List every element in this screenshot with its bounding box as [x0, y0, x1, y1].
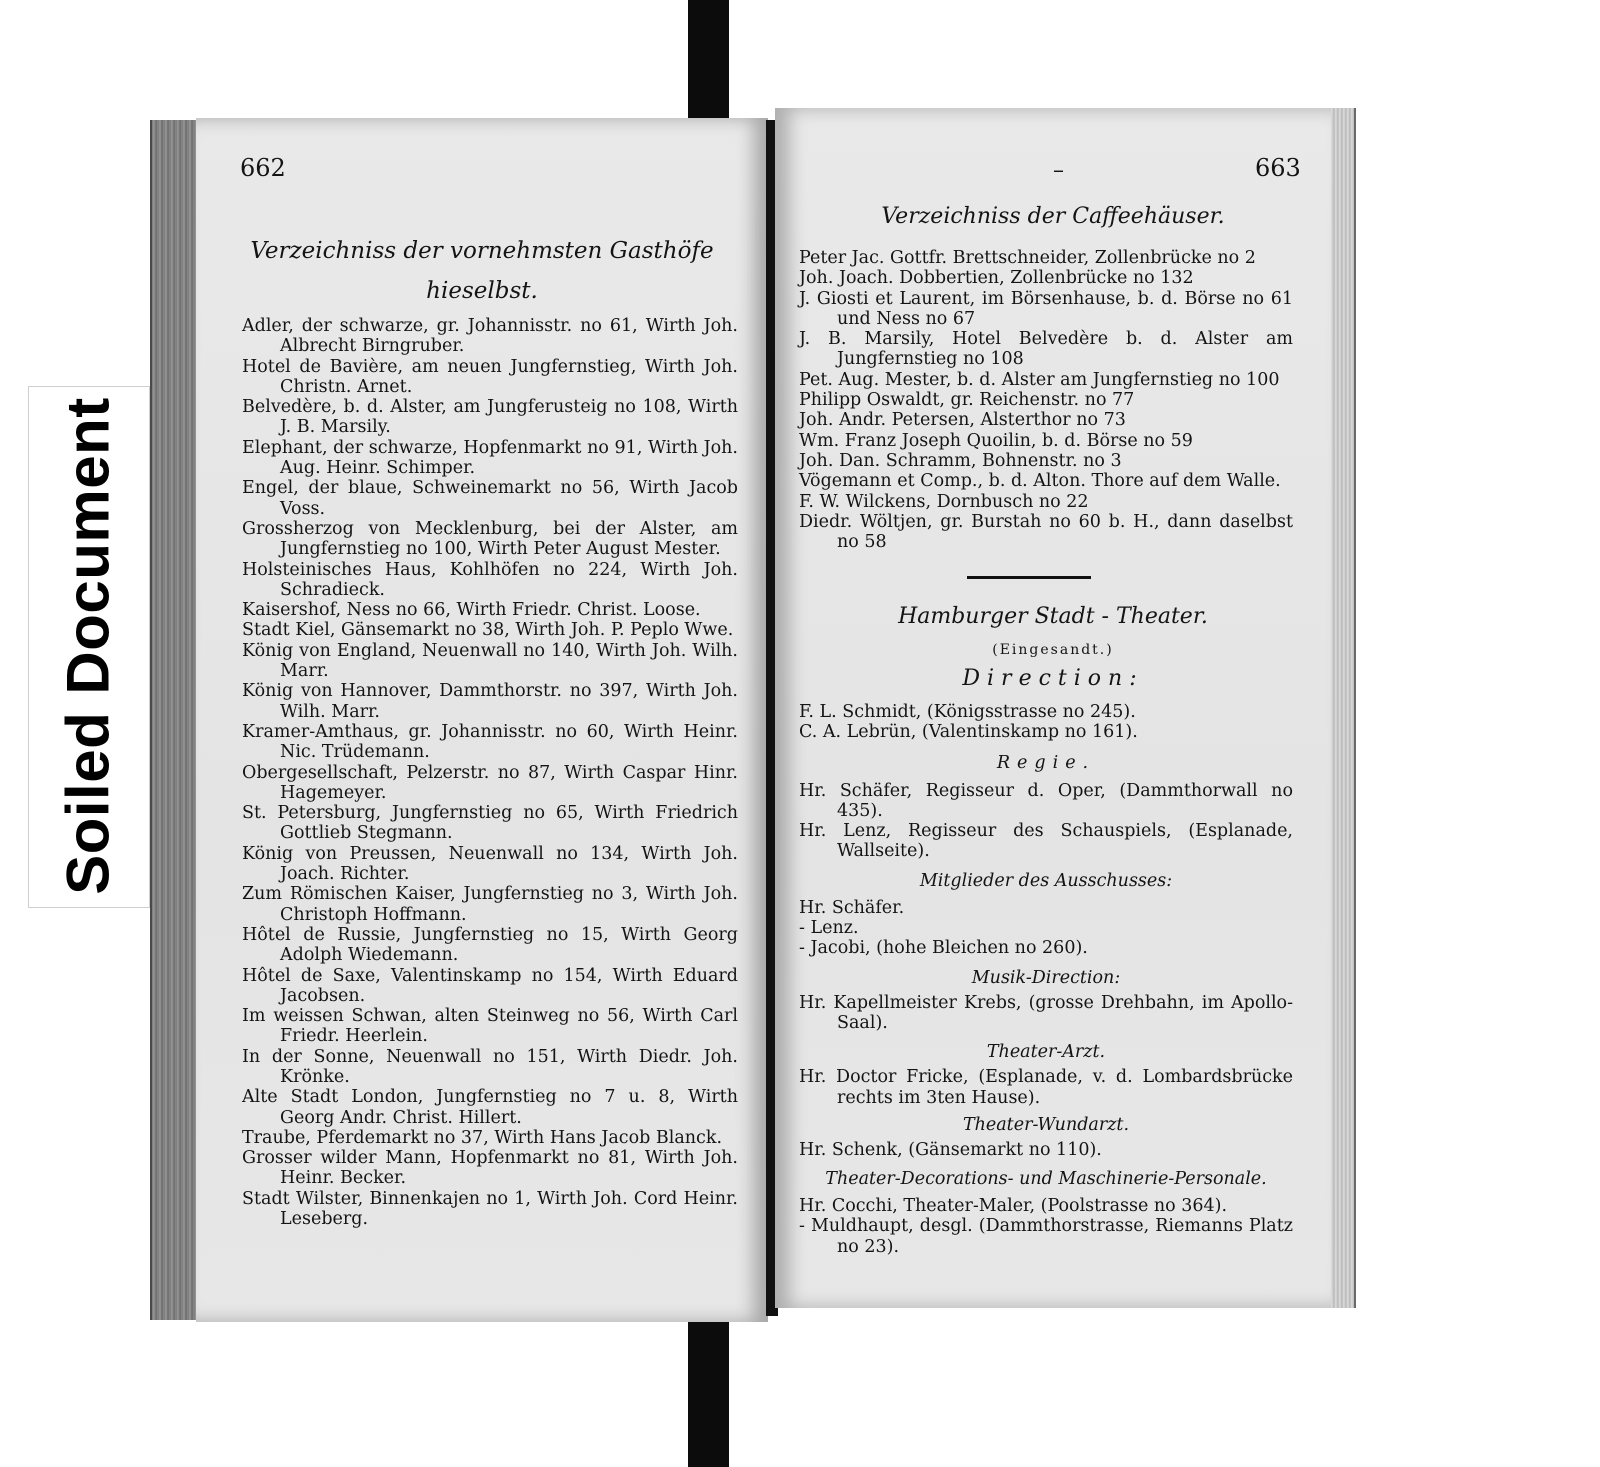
inn-entry: Engel, der blaue, Schweinemarkt no 56, Wirth Jacob Voss.	[242, 478, 738, 519]
ausschuss-entry: - Lenz.	[799, 918, 859, 939]
inn-entry: Grosser wilder Mann, Hopfenmarkt no 81, Wirth Joh. Heinr. Becker.	[242, 1148, 738, 1189]
right-page-number: 663	[1255, 154, 1301, 182]
inn-entry: Holsteinisches Haus, Kohlhöfen no 224, Wirth Joh. Schradieck.	[242, 559, 738, 600]
cafe-entry: Pet. Aug. Mester, b. d. Alster am Jungfernstieg no 100	[799, 369, 1280, 390]
cafe-entry: Wm. Franz Joseph Quoilin, b. d. Börse no 59	[799, 430, 1193, 451]
direction-heading: Direction:	[962, 666, 1144, 691]
inn-entry: St. Petersburg, Jungfernstieg no 65, Wirth Friedrich Gottlieb Stegmann.	[242, 803, 738, 844]
arzt-entry: Hr. Doctor Fricke, (Esplanade, v. d. Lombardsbrücke rechts im 3ten Hause).	[799, 1067, 1293, 1108]
ausschuss-entry: Hr. Schäfer.	[799, 897, 905, 918]
inn-entry: Alte Stadt London, Jungfernstieg no 7 u. 8, Wirth Georg Andr. Christ. Hillert.	[242, 1087, 738, 1128]
inn-entry: Hôtel de Russie, Jungfernstieg no 15, Wirth Georg Adolph Wiedemann.	[242, 924, 738, 966]
director-entry: F. L. Schmidt, (Königsstrasse no 245).	[799, 702, 1136, 722]
regie-heading: Regie.	[996, 752, 1096, 773]
inn-entry: In der Sonne, Neuenwall no 151, Wirth Diedr. Joh. Krönke.	[242, 1046, 738, 1087]
cafe-entry: Joh. Andr. Petersen, Alsterthor no 73	[799, 410, 1126, 431]
eingesandt-note: (Eingesandt.)	[992, 642, 1114, 658]
left-page-number: 662	[240, 154, 286, 182]
decor-entry: Hr. Cocchi, Theater-Maler, (Poolstrasse no 364).	[799, 1196, 1228, 1217]
inn-entry: Grossherzog von Mecklenburg, bei der Alster, am Jungfernstieg no 100, Wirth Peter August Mester.	[242, 518, 738, 560]
theater-personnel-list	[799, 702, 1293, 1257]
binding-strap-bottom	[688, 1300, 729, 1467]
inn-entry: König von Preussen, Neuenwall no 134, Wirth Joh. Joach. Richter.	[242, 843, 738, 885]
cafe-entry: Peter Jac. Gottfr. Brettschneider, Zollenbrücke no 2	[799, 248, 1256, 268]
inn-entry: Stadt Kiel, Gänsemarkt no 38, Wirth Joh. P. Peplo Wwe.	[242, 620, 734, 641]
cafe-entry: J. B. Marsily, Hotel Belvedère b. d. Alster am Jungfernstieg no 108	[799, 329, 1293, 370]
cafe-entry: Philipp Oswaldt, gr. Reichenstr. no 77	[799, 390, 1135, 411]
regie-entry: Hr. Lenz, Regisseur des Schauspiels, (Esplanade, Wallseite).	[799, 821, 1293, 862]
ausschuss-entry: - Jacobi, (hohe Bleichen no 260).	[799, 938, 1088, 959]
inn-entry: Hôtel de Saxe, Valentinskamp no 154, Wirth Eduard Jacobsen.	[242, 965, 738, 1006]
cafe-list-title: Verzeichniss der Caffeehäuser.	[881, 204, 1225, 229]
binding-strap-top	[688, 0, 729, 130]
wundarzt-entry: Hr. Schenk, (Gänsemarkt no 110).	[799, 1139, 1102, 1160]
section-divider	[967, 576, 1091, 579]
cafe-entry: Diedr. Wöltjen, gr. Burstah no 60 b. H., dann daselbst no 58	[799, 511, 1293, 553]
cafe-entry: Vögemann et Comp., b. d. Alton. Thore auf dem Walle.	[799, 471, 1281, 492]
watermark-text: Soiled Document	[54, 397, 122, 895]
inn-entry: Kaisershof, Ness no 66, Wirth Friedr. Christ. Loose.	[242, 600, 701, 621]
musik-entry: Hr. Kapellmeister Krebs, (grosse Drehbahn, im Apollo-Saal).	[799, 992, 1293, 1033]
ausschuss-heading: Mitglieder des Ausschusses:	[919, 870, 1173, 891]
inn-entry: König von Hannover, Dammthorstr. no 397, Wirth Joh. Wilh. Marr.	[242, 681, 738, 722]
cafe-entry: Joh. Joach. Dobbertien, Zollenbrücke no 132	[799, 268, 1194, 289]
right-page	[775, 108, 1331, 1308]
left-page-title: Verzeichniss der vornehmsten Gasthöfe	[250, 238, 714, 264]
left-page	[196, 118, 768, 1322]
decor-entry: - Muldhaupt, desgl. (Dammthorstrasse, Riemanns Platz no 23).	[799, 1216, 1293, 1257]
inn-entry: Stadt Wilster, Binnenkajen no 1, Wirth Joh. Cord Heinr. Leseberg.	[242, 1188, 738, 1230]
inn-entry: Hotel de Bavière, am neuen Jungfernstieg, Wirth Joh. Christn. Arnet.	[242, 356, 738, 397]
inn-entry: Adler, der schwarze, gr. Johannisstr. no 61, Wirth Joh. Albrecht Birngruber.	[242, 316, 738, 357]
inn-list	[242, 316, 738, 1229]
inn-entry: Belvedère, b. d. Alster, am Jungferusteig no 108, Wirth J. B. Marsily.	[242, 397, 738, 438]
inn-entry: Obergesellschaft, Pelzerstr. no 87, Wirth Caspar Hinr. Hagemeyer.	[242, 762, 738, 803]
inn-entry: Traube, Pferdemarkt no 37, Wirth Hans Jacob Blanck.	[242, 1127, 723, 1148]
inn-entry: Im weissen Schwan, alten Steinweg no 56, Wirth Carl Friedr. Heerlein.	[242, 1006, 738, 1047]
cafe-list	[799, 248, 1293, 552]
cafe-entry: J. Giosti et Laurent, im Börsenhause, b. d. Börse no 61 und Ness no 67	[799, 288, 1293, 329]
cafe-entry: Joh. Dan. Schramm, Bohnenstr. no 3	[799, 450, 1122, 471]
musik-heading: Musik-Direction:	[971, 967, 1121, 988]
wundarzt-heading: Theater-Wundarzt.	[962, 1114, 1130, 1135]
inn-entry: Zum Römischen Kaiser, Jungfernstieg no 3, Wirth Joh. Christoph Hoffmann.	[242, 884, 738, 925]
inn-entry: Elephant, der schwarze, Hopfenmarkt no 91, Wirth Joh. Aug. Heinr. Schimper.	[242, 437, 738, 479]
decor-heading: Theater-Decorations- und Maschinerie-Personale.	[825, 1169, 1267, 1190]
arzt-heading: Theater-Arzt.	[986, 1042, 1106, 1063]
book-fore-edge-left	[150, 120, 198, 1320]
regie-entry: Hr. Schäfer, Regisseur d. Oper, (Dammthorwall no 435).	[799, 780, 1293, 821]
inn-entry: König von England, Neuenwall no 140, Wirth Joh. Wilh. Marr.	[242, 640, 738, 682]
inn-entry: Kramer-Amthaus, gr. Johannisstr. no 60, Wirth Heinr. Nic. Trüdemann.	[242, 721, 738, 763]
book-fore-edge-right	[1328, 108, 1356, 1308]
cafe-entry: F. W. Wilckens, Dornbusch no 22	[799, 491, 1089, 512]
theater-title: Hamburger Stadt - Theater.	[898, 604, 1208, 629]
left-page-title-line2: hieselbst.	[426, 278, 538, 304]
director-entry: C. A. Lebrün, (Valentinskamp no 161).	[799, 722, 1138, 743]
header-dash: –	[1053, 158, 1064, 183]
